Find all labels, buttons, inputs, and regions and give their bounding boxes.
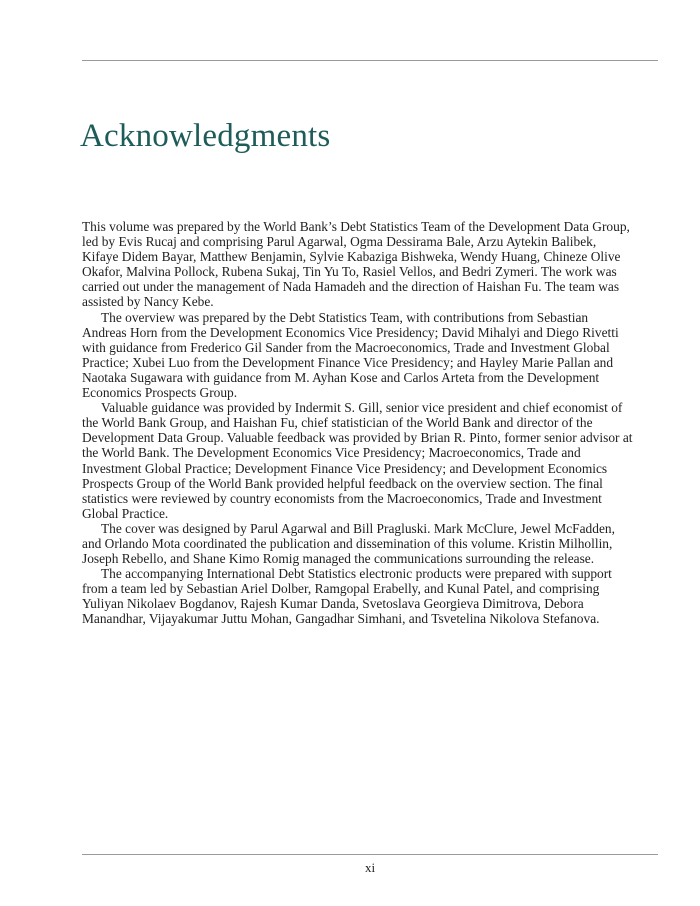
paragraph-5: The accompanying International Debt Statistics electronic products were prepared with support from a team led by Sebastian Ariel Dolber, Ramgopal Erabelly, and Kunal Patel, and comprising Yuliyan Nikolaev Bogdanov, Rajesh Kumar Danda, Svetoslava Georgieva Dimitrova, Debora Manandhar, Vijayakumar Juttu Mohan, Gangadhar Simhani, and Tsvetelina Nikolova Stefanova.	[82, 566, 612, 627]
page-number: xi	[364, 860, 376, 875]
paragraph-1: This volume was prepared by the World Bank’s Debt Statistics Team of the Development Data Group, led by Evis Rucaj and comprising Parul Agarwal, Ogma Dessirama Bale, Arzu Aytekin Balibek, Kifaye Didem Bayar, Matthew Benjamin, Sylvie Kabaziga Bishweka, Wendy Huang, Chineze Olive Okafor, Malvina Pollock, Rubena Sukaj, Tin Yu To, Rasiel Vellos, and Bedri Zymeri. The work was carried out under the management of Nada Hamadeh and the direction of Haishan Fu. The team was assisted by Nancy Kebe.	[82, 219, 630, 310]
page-title: Acknowledgments	[80, 118, 331, 154]
paragraph-3: Valuable guidance was provided by Indermit S. Gill, senior vice president and chief economist of the World Bank Group, and Haishan Fu, chief statistician of the World Bank and director of the Development Data Group. Valuable feedback was provided by Brian R. Pinto, former senior advisor at the World Bank. The Development Economics Vice Presidency; Macroeconomics, Trade and Investment Global Practice; Development Finance Vice Presidency; and Development Economics Prospects Group of the World Bank provided helpful feedback on the overview section. The final statistics were reviewed by country economists from the Macroeconomics, Trade and Investment Global Practice.	[82, 400, 633, 521]
footer-rule	[82, 854, 658, 855]
header-rule	[82, 60, 658, 61]
body-text	[82, 219, 634, 627]
paragraph-4: The cover was designed by Parul Agarwal and Bill Pragluski. Mark McClure, Jewel McFadden, and Orlando Mota coordinated the publication and dissemination of this volume. Kristin Milhollin, Joseph Rebello, and Shane Kimo Romig managed the communications surrounding the release.	[82, 520, 615, 567]
paragraph-2: The overview was prepared by the Debt Statistics Team, with contributions from Sebastian Andreas Horn from the Development Economics Vice Presidency; David Mihalyi and Diego Rivetti with guidance from Frederico Gil Sander from the Macroeconomics, Trade and Investment Global Practice; Xubei Luo from the Development Finance Vice Presidency; and Hayley Marie Pallan and Naotaka Sugawara with guidance from M. Ayhan Kose and Carlos Arteta from the Development Economics Prospects Group.	[82, 309, 619, 401]
